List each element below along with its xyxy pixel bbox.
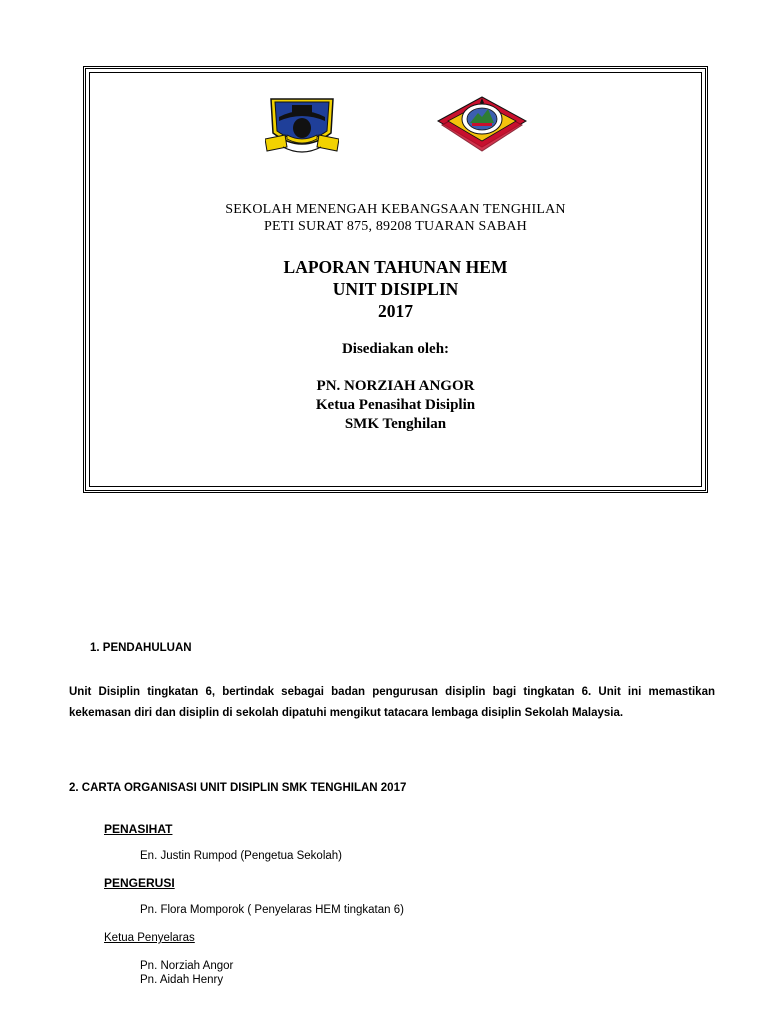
role-title-ketua-penyelaras: Ketua Penyelaras	[104, 932, 195, 944]
author-role: Ketua Penasihat Disiplin	[315, 397, 476, 413]
section-1-paragraph: Unit Disiplin tingkatan 6, bertindak sebagai badan pengurusan disiplin bagi tingkatan 6. Unit ini memastikan kekemasan diri dan disiplin di sekolah dipatuhi mengikut tatacara lembaga disiplin Sekolah Malaysia.	[69, 686, 715, 719]
report-year: 2017	[378, 301, 413, 321]
cover-box	[83, 66, 708, 493]
sabah-crest-icon	[265, 95, 339, 157]
report-title	[90, 256, 701, 322]
member-item: Pn. Norziah Angor	[140, 960, 234, 972]
school-crest-icon	[434, 95, 530, 153]
role-title-penasihat: PENASIHAT	[104, 822, 173, 836]
section-1-heading: 1. PENDAHULUAN	[90, 642, 192, 654]
role-title-pengerusi: PENGERUSI	[104, 876, 175, 890]
member-item: Pn. Aidah Henry	[140, 974, 224, 986]
cover-inner-border	[89, 72, 702, 487]
sabah-crest-logo	[265, 95, 339, 157]
author-info	[90, 377, 701, 434]
member-item: Pn. Flora Momporok ( Penyelaras HEM tingkatan 6)	[140, 904, 404, 916]
member-item: En. Justin Rumpod (Pengetua Sekolah)	[140, 850, 343, 862]
section-2-heading: 2. CARTA ORGANISASI UNIT DISIPLIN SMK TENGHILAN 2017	[69, 782, 407, 794]
author-name: PN. NORZIAH ANGOR	[316, 378, 475, 394]
school-crest-logo	[434, 95, 530, 153]
title-line-2: UNIT DISIPLIN	[332, 279, 459, 299]
prepared-by-label: Disediakan oleh:	[341, 341, 450, 357]
school-info	[90, 201, 701, 235]
author-school: SMK Tenghilan	[344, 416, 447, 432]
school-address: PETI SURAT 875, 89208 TUARAN SABAH	[264, 219, 527, 234]
school-name: SEKOLAH MENENGAH KEBANGSAAN TENGHILAN	[225, 202, 566, 217]
title-line-1: LAPORAN TAHUNAN HEM	[283, 257, 508, 277]
